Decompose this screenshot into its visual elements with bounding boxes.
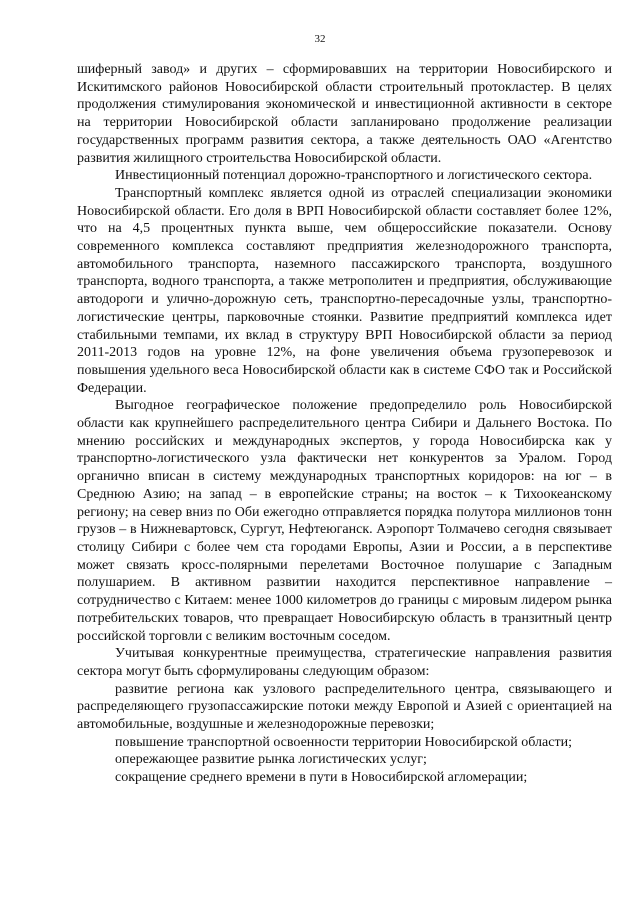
paragraph-transport-complex: Транспортный комплекс является одной из отраслей специализации экономики Новосибирской области. Его доля в ВРП Новосибирской области составляет более 12%, что на 4,5 процентных пункта выше, чем общероссийские показатели. Основу современного комплекса составляют предприятия железнодорожного транспорта, автомобильного транспорта, наземного пассажирского транспорта, воздушного транспорта, водного транспорта, а также метрополитен и предприятия, обслуживающие автодороги и улично-дорожную сеть, транспортно-пересадочные узлы, транспортно-логистические центры, парковочные стоянки. Развитие предприятий комплекса идет стабильными темпами, их вклад в структуру ВРП Новосибирской области за период 2011-2013 годов на уровне 12%, на фоне увеличения объема грузоперевозок и повышения удельного веса Новосибирской области как в системе СФО так и Российской Федерации. (77, 185, 612, 396)
paragraph-continuation: шиферный завод» и других – сформировавших на территории Новосибирского и Искитимского районов Новосибирской области строительный протокластер. В целях продолжения стимулирования экономической и инвестиционной активности в секторе на территории Новосибирской области запланировано продолжение реализации государственных программ развития сектора, а также деятельность ОАО «Агентство развития жилищного строительства Новосибирской области. (77, 62, 612, 166)
list-item-transport-coverage: повышение транспортной освоенности территории Новосибирской области; (115, 734, 572, 750)
list-item-logistics-market: опережающее развитие рынка логистических услуг; (115, 752, 427, 768)
paragraph-section-heading: Инвестиционный потенциал дорожно-транспортного и логистического сектора. (115, 168, 593, 184)
page-number: 32 (314, 33, 326, 45)
list-item-travel-time: сокращение среднего времени в пути в Новосибирской агломерации; (115, 770, 528, 786)
list-item-distribution-center: развитие региона как узлового распределительного центра, связывающего и распределяющего грузопассажирские потоки между Европой и Азией с ориентацией на автомобильные, воздушные и железнодорожные перевозки; (77, 681, 612, 733)
paragraph-geographic-position: Выгодное географическое положение предопределило роль Новосибирской области как крупнейшего распределительного центра Сибири и Дальнего Востока. По мнению российских и международных экспертов, у города Новосибирска как у транспортно-логистического узла фактически нет конкурентов за Уралом. Город органично вписан в систему международных транспортных коридоров: на юг – в Среднюю Азию; на запад – в европейские страны; на восток – к Тихоокеанскому региону; на север вниз по Оби ежегодно отправляется порядка полутора миллионов тонн грузов – в Нижневартовск, Сургут, Нефтеюганск. Аэропорт Толмачево сегодня связывает столицу Сибири с более чем ста городами Европы, Азии и России, а в перспективе может связать кросс-полярными перелетами Восточное полушарие с Западным полушарием. В активном развитии находится перспективное направление – сотрудничество с Китаем: менее 1000 километров до границы с мировым лидером рынка потребительских товаров, что превращает Новосибирскую область в транзитный центр российской торговли с великим восточным соседом. (77, 398, 612, 644)
paragraph-strategic-directions: Учитывая конкурентные преимущества, стратегические направления развития сектора могут быть сформулированы следующим образом: (77, 646, 612, 679)
document-body (77, 61, 612, 787)
